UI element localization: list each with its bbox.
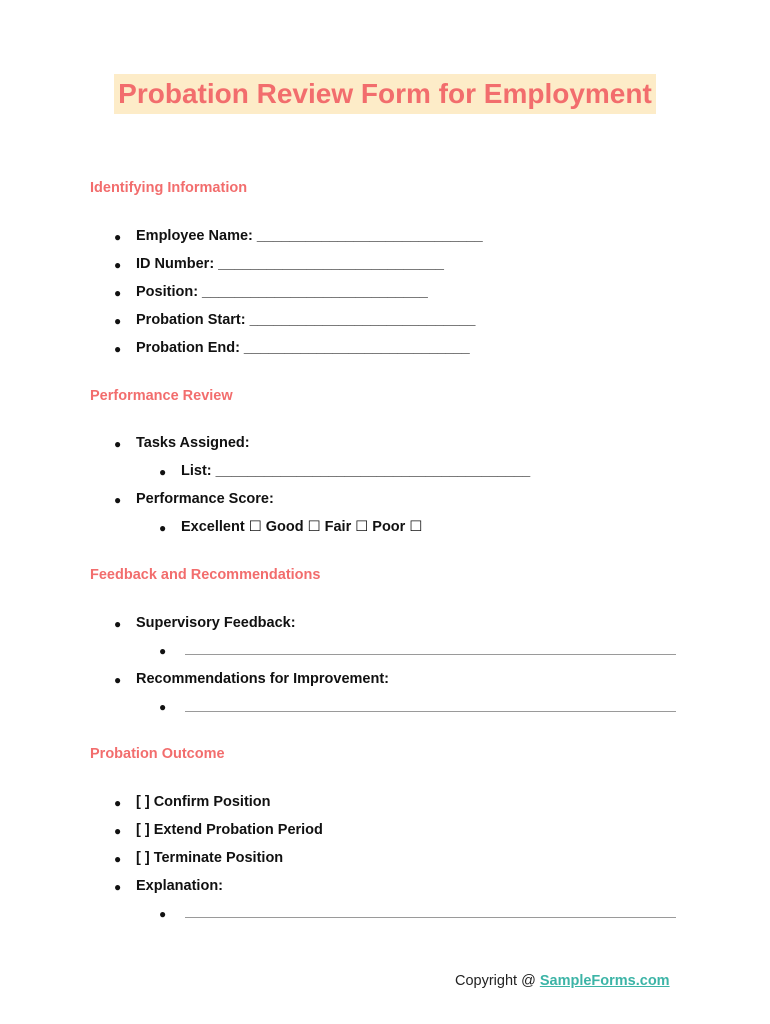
- bullet-icon: ●: [114, 342, 122, 356]
- list-item-label: Probation End: ____________________________: [136, 340, 470, 356]
- bullet-icon: ●: [114, 880, 122, 894]
- list-item-label: Recommendations for Improvement:: [136, 671, 389, 687]
- footer-link[interactable]: SampleForms.com: [539, 973, 670, 989]
- outcome-confirm-position[interactable]: [114, 794, 271, 810]
- bullet-icon: ●: [114, 824, 122, 838]
- list-item-label: [ ] Extend Probation Period: [136, 822, 323, 838]
- bullet-icon: ●: [114, 286, 122, 300]
- list-item-id-number[interactable]: [114, 256, 444, 272]
- list-item-label: List: _______________________________________: [181, 463, 531, 479]
- list-item-tasks-assigned: [114, 435, 250, 451]
- bullet-icon: ●: [114, 230, 122, 244]
- recommendations-line[interactable]: [185, 711, 676, 712]
- bullet-icon: ●: [114, 258, 122, 272]
- footer-copyright: [455, 973, 670, 989]
- section-heading-identifying: Identifying Information: [90, 180, 248, 196]
- bullet-icon: ●: [159, 465, 167, 479]
- bullet-icon: ●: [114, 617, 122, 631]
- list-item-performance-score: [114, 491, 274, 507]
- list-item-explanation: [114, 878, 224, 894]
- bullet-icon: ●: [159, 700, 167, 714]
- list-item-supervisory-feedback: [114, 615, 296, 631]
- list-item-label: Performance Score:: [136, 491, 274, 507]
- list-item-position[interactable]: [114, 284, 428, 300]
- list-item-label: Employee Name: ____________________________: [136, 228, 483, 244]
- bullet-icon: ●: [114, 493, 122, 507]
- footer-prefix: Copyright @: [455, 973, 540, 989]
- section-heading-performance: Performance Review: [90, 388, 233, 404]
- list-item-employee-name[interactable]: [114, 228, 483, 244]
- bullet-icon: ●: [159, 644, 167, 658]
- bullet-icon: ●: [114, 437, 122, 451]
- list-item-label: [ ] Terminate Position: [136, 850, 284, 866]
- bullet-icon: ●: [114, 673, 122, 687]
- bullet-icon: ●: [159, 521, 167, 535]
- section-heading-feedback: Feedback and Recommendations: [90, 567, 321, 583]
- bullet-icon: ●: [114, 314, 122, 328]
- list-item-label: [ ] Confirm Position: [136, 794, 271, 810]
- list-item-label: Probation Start: ____________________________: [136, 312, 476, 328]
- list-item-probation-end[interactable]: [114, 340, 470, 356]
- list-item-label: Explanation:: [136, 878, 224, 894]
- supervisory-feedback-line[interactable]: [185, 654, 676, 655]
- list-item-tasks-list[interactable]: [159, 463, 531, 479]
- explanation-line[interactable]: [185, 917, 676, 918]
- bullet-icon: ●: [159, 907, 167, 921]
- list-item-label: ID Number: ____________________________: [136, 256, 444, 272]
- outcome-extend-probation[interactable]: [114, 822, 323, 838]
- outcome-terminate-position[interactable]: [114, 850, 284, 866]
- bullet-icon: ●: [114, 852, 122, 866]
- score-options-label: Excellent ☐ Good ☐ Fair ☐ Poor ☐: [181, 519, 423, 535]
- list-item-recommendations: [114, 671, 389, 687]
- document-title: Probation Review Form for Employment: [114, 74, 656, 114]
- bullet-icon: ●: [114, 796, 122, 810]
- section-heading-outcome: Probation Outcome: [90, 746, 225, 762]
- list-item-label: Position: ____________________________: [136, 284, 428, 300]
- score-options[interactable]: [159, 519, 423, 535]
- list-item-label: Supervisory Feedback:: [136, 615, 296, 631]
- title-wrap: [0, 74, 770, 114]
- list-item-label: Tasks Assigned:: [136, 435, 250, 451]
- list-item-probation-start[interactable]: [114, 312, 476, 328]
